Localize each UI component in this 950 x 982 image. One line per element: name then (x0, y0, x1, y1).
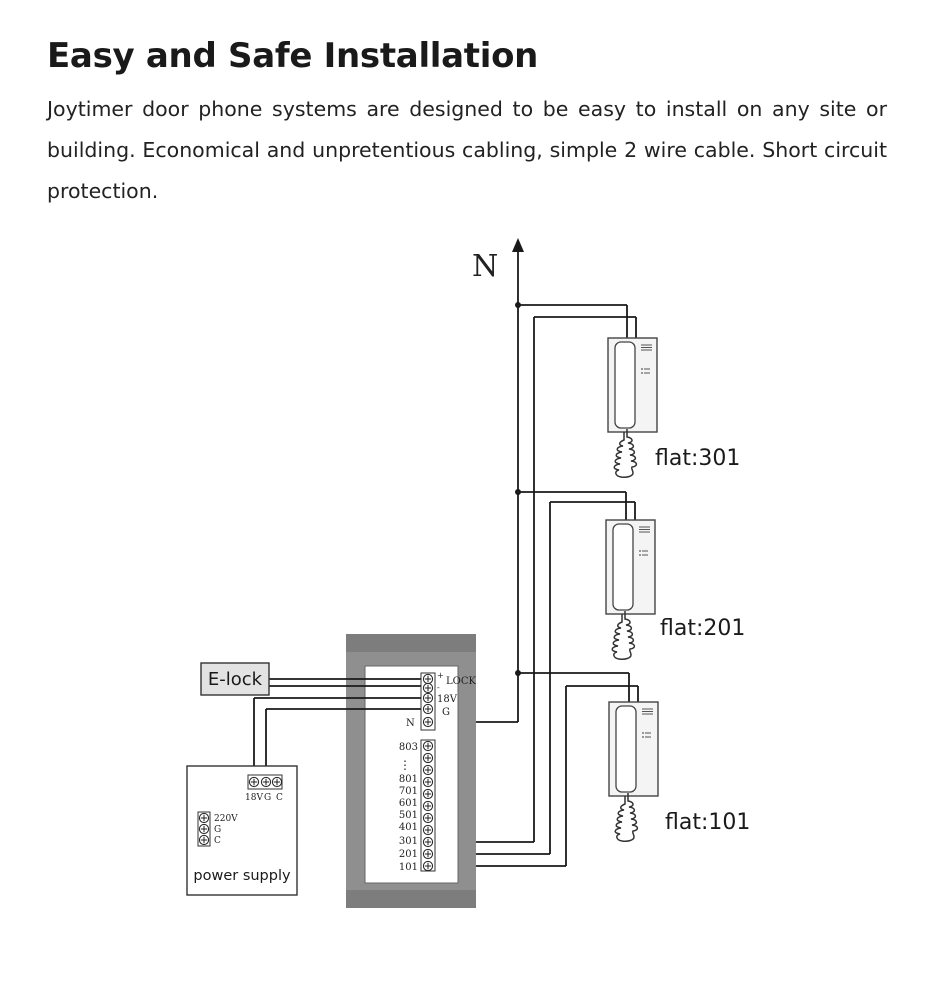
apt-terminal-601: 601 (398, 798, 418, 809)
intro-paragraph: Joytimer door phone systems are designed to be easy to install on any site or building. Economical and unpretentious cabling, simple 2 wire cable. Short circuit protection. (47, 97, 887, 203)
lock-minus: - (437, 683, 440, 692)
apt-terminal-201: 201 (398, 849, 418, 860)
lock-plus: + (437, 671, 444, 680)
apt-terminal-301: 301 (398, 836, 418, 847)
screw-terminal-icon (199, 824, 208, 833)
screw-terminal-icon (272, 777, 281, 786)
intercom-handset-icon (608, 338, 657, 477)
apt-terminal-803: 803 (398, 742, 418, 753)
intercom-handset-icon (606, 520, 655, 659)
power-supply-label: power supply (193, 868, 291, 884)
screw-terminal-icon (199, 835, 208, 844)
ps-terminal-c: C (276, 793, 283, 803)
terminal-label-g: G (442, 707, 450, 718)
flat-label: flat:101 (665, 810, 751, 835)
flat-label: flat:301 (655, 446, 741, 471)
apt-terminal-801: 801 (398, 774, 418, 785)
ps-terminal-18v: 18V (245, 793, 263, 803)
junction-dot (515, 302, 521, 308)
screw-terminal-icon (199, 813, 208, 822)
apt-terminal-701: 701 (398, 786, 418, 797)
ps-input-220v: 220V (214, 814, 238, 824)
ps-input-g: G (214, 825, 222, 835)
riser-label: N (472, 249, 499, 284)
flat-label: flat:201 (660, 616, 746, 641)
power-supply-box (187, 766, 297, 895)
junction-dot (515, 489, 521, 495)
terminal-label-18v: 18V (437, 694, 457, 705)
flat-201-handset (606, 520, 745, 659)
screw-terminal-icon (261, 777, 270, 786)
apt-terminal-101: 101 (398, 862, 418, 873)
apt-terminal-401: 401 (398, 822, 418, 833)
elock-label: E-lock (207, 669, 263, 690)
ps-terminal-g: G (264, 793, 272, 803)
flat-301-handset (608, 338, 740, 477)
terminal-label-n: N (406, 718, 415, 729)
screw-terminal-icon (249, 777, 258, 786)
flat-101-handset (609, 702, 750, 841)
ps-input-c: C (214, 836, 221, 846)
apt-ellipsis: ⋮ (399, 758, 411, 772)
junction-dot (515, 670, 521, 676)
terminal-label-lock: LOCK (446, 676, 476, 687)
intercom-handset-icon (609, 702, 658, 841)
page-title: Easy and Safe Installation (47, 36, 539, 76)
riser-arrow-icon (512, 238, 524, 252)
apt-terminal-501: 501 (398, 810, 418, 821)
elock-box (201, 663, 269, 695)
